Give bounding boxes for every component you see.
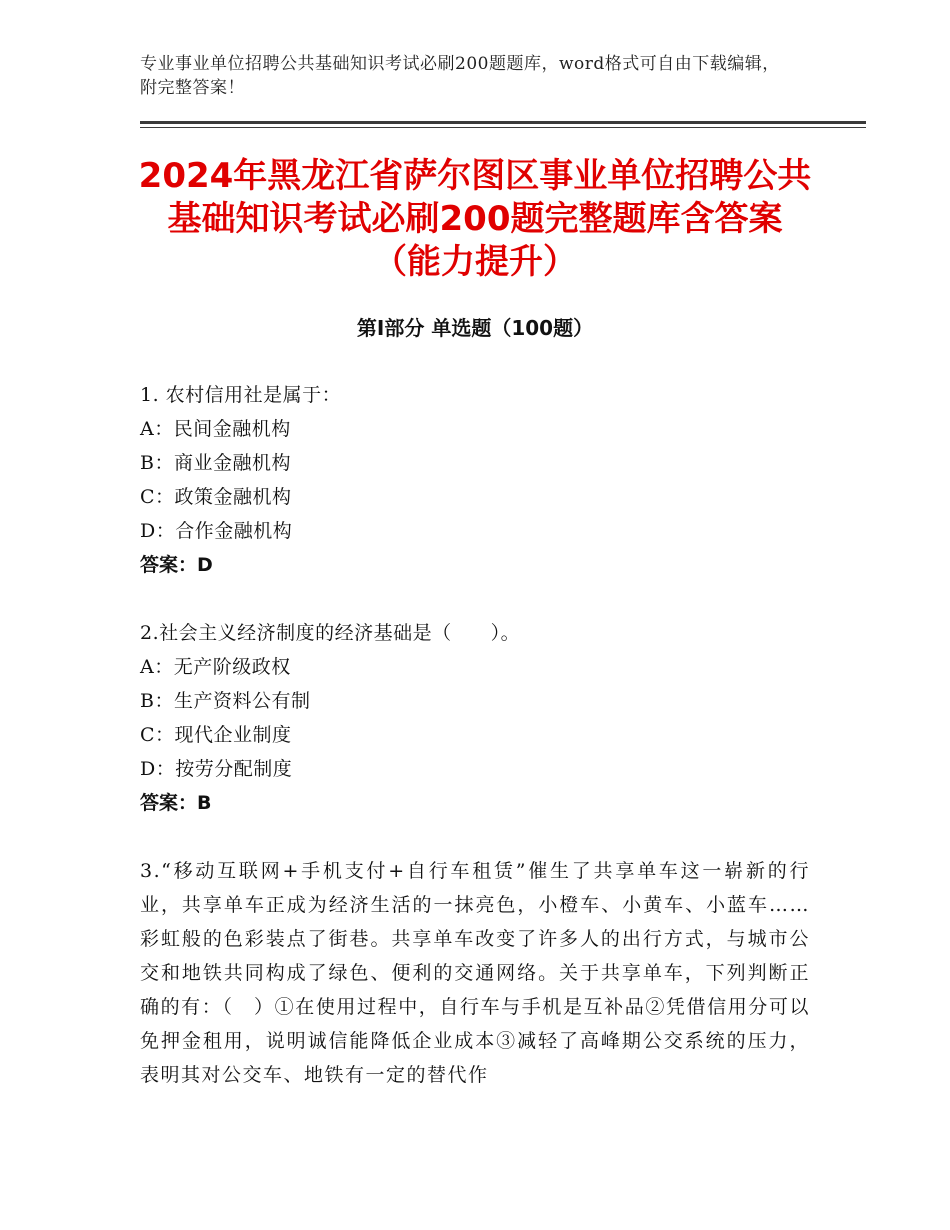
question-list xyxy=(140,378,810,1092)
header-rule-thin xyxy=(140,127,866,128)
option-a: A：民间金融机构 xyxy=(140,418,291,440)
header-note: 专业事业单位招聘公共基础知识考试必刷200题题库，word格式可自由下载编辑，附完整答案！ xyxy=(140,54,780,98)
option-c: C：政策金融机构 xyxy=(140,486,292,508)
option-c: C：现代企业制度 xyxy=(140,724,292,746)
question-stem: 1. 农村信用社是属于： xyxy=(140,384,342,406)
question-gap xyxy=(140,820,810,854)
option-a: A：无产阶级政权 xyxy=(140,656,291,678)
answer: 答案：B xyxy=(140,792,212,814)
document-title xyxy=(110,155,840,284)
option-d: D：合作金融机构 xyxy=(140,520,293,542)
title-line-2: 基础知识考试必刷200题完整题库含答案 xyxy=(167,199,783,239)
title-line-1: 2024年黑龙江省萨尔图区事业单位招聘公共 xyxy=(138,156,812,196)
question-gap xyxy=(140,582,810,616)
question-stem: 3.“移动互联网+手机支付+自行车租赁”催生了共享单车这一崭新的行业，共享单车正成为经济生活的一抹亮色，小橙车、小黄车、小蓝车……彩虹般的色彩装点了街巷。共享单车改变了许多人的出行方式，与城市公交和地铁共同构成了绿色、便利的交通网络。关于共享单车，下列判断正确的有：（ ）①在使用过程中，自行车与手机是互补品②凭借信用分可以免押金租用，说明诚信能降低企业成本③减轻了高峰期公交系统的压力，表明其对公交车、地铁有一定的替代作 xyxy=(140,860,810,1086)
answer: 答案：D xyxy=(140,554,213,576)
question-2 xyxy=(140,616,810,820)
option-b: B：商业金融机构 xyxy=(140,452,291,474)
question-1 xyxy=(140,378,810,582)
header-rule-thick xyxy=(140,121,866,124)
option-b: B：生产资料公有制 xyxy=(140,690,311,712)
question-stem: 2.社会主义经济制度的经济基础是（ ）。 xyxy=(140,622,521,644)
title-line-3: （能力提升） xyxy=(373,242,577,282)
option-d: D：按劳分配制度 xyxy=(140,758,293,780)
section-heading: 第Ⅰ部分 单选题（100题） xyxy=(356,316,594,340)
question-3 xyxy=(140,854,810,1092)
